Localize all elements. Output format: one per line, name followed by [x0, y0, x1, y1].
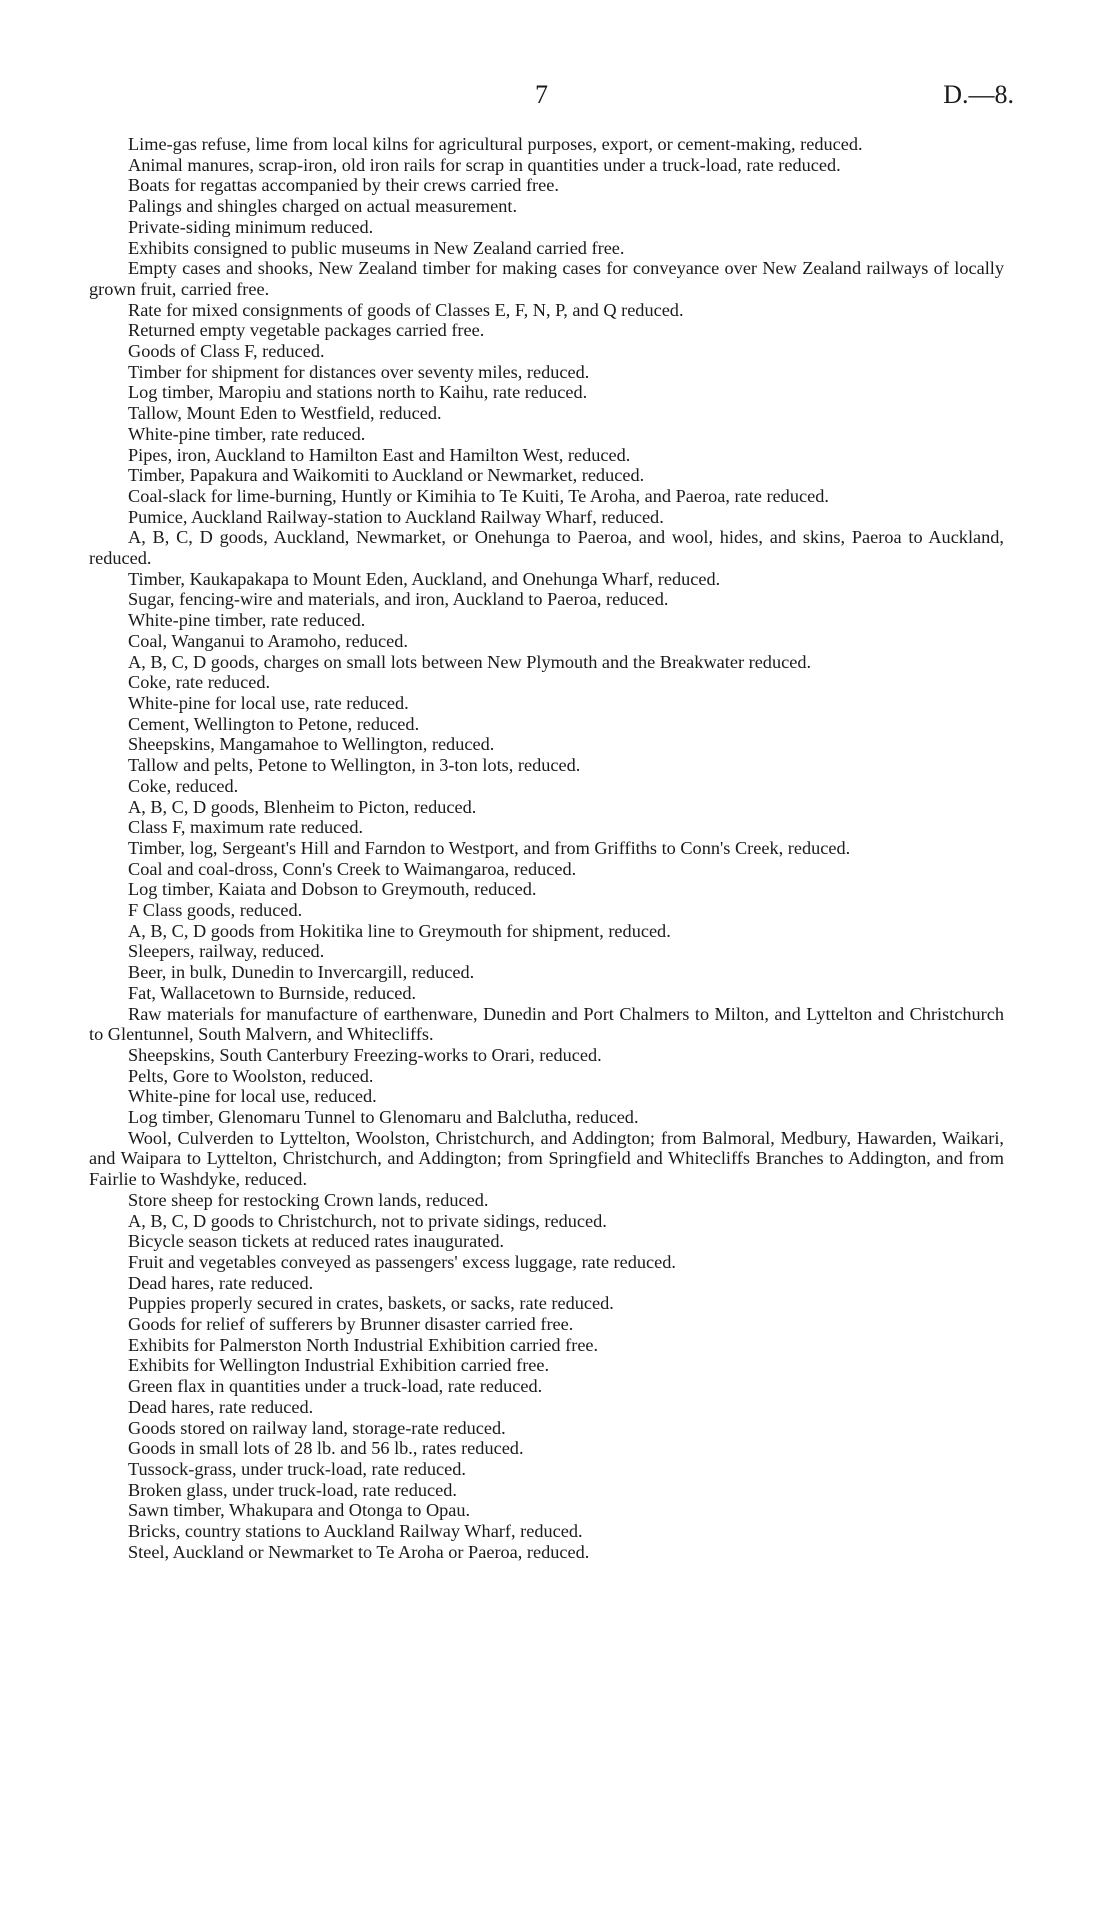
list-item: Timber for shipment for distances over seventy miles, reduced.	[128, 361, 590, 382]
list-item: Dead hares, rate reduced.	[128, 1272, 314, 1293]
list-item: Log timber, Glenomaru Tunnel to Glenomaru and Balclutha, reduced.	[128, 1107, 639, 1128]
list-item: White-pine timber, rate reduced.	[128, 423, 366, 444]
list-item: Coke, rate reduced.	[128, 672, 271, 693]
list-item: Private-siding minimum reduced.	[128, 216, 374, 237]
list-item: Coal and coal-dross, Conn's Creek to Waimangaroa, reduced.	[128, 858, 577, 879]
list-item: White-pine for local use, rate reduced.	[128, 692, 409, 713]
list-item: Timber, Kaukapakapa to Mount Eden, Auckland, and Onehunga Wharf, reduced.	[128, 568, 721, 589]
list-item: Class F, maximum rate reduced.	[128, 817, 364, 838]
list-item: Timber, log, Sergeant's Hill and Farndon to Westport, and from Griffiths to Conn's Creek, reduced.	[128, 837, 851, 858]
list-item: Sheepskins, Mangamahoe to Wellington, reduced.	[128, 734, 495, 755]
list-item: Goods for relief of sufferers by Brunner disaster carried free.	[128, 1314, 574, 1335]
list-item: Exhibits for Wellington Industrial Exhibition carried free.	[128, 1355, 550, 1376]
list-item: Dead hares, rate reduced.	[128, 1396, 314, 1417]
list-item: Log timber, Maropiu and stations north to Kaihu, rate reduced.	[128, 382, 588, 403]
list-item: F Class goods, reduced.	[128, 900, 303, 921]
list-item: Goods of Class F, reduced.	[128, 341, 325, 362]
list-item: Empty cases and shooks, New Zealand timber for making cases for conveyance over New Zealand railways of locally grown fruit, carried free.	[89, 258, 1004, 299]
list-item: Animal manures, scrap-iron, old iron rails for scrap in quantities under a truck-load, rate reduced.	[128, 154, 841, 175]
list-item: Pumice, Auckland Railway-station to Auckland Railway Wharf, reduced.	[128, 506, 664, 527]
rate-reductions-list	[89, 134, 1004, 1563]
list-item: Log timber, Kaiata and Dobson to Greymouth, reduced.	[128, 879, 537, 900]
list-item: A, B, C, D goods, Auckland, Newmarket, or Onehunga to Paeroa, and wool, hides, and skins, Paeroa to Auckland, reduced.	[89, 527, 1004, 569]
list-item: Fat, Wallacetown to Burnside, reduced.	[128, 982, 417, 1003]
list-item: Rate for mixed consignments of goods of Classes E, F, N, P, and Q reduced.	[128, 299, 684, 320]
list-item: Steel, Auckland or Newmarket to Te Aroha or Paeroa, reduced.	[128, 1541, 590, 1562]
list-item: Exhibits for Palmerston North Industrial Exhibition carried free.	[128, 1334, 599, 1355]
list-item: A, B, C, D goods from Hokitika line to Greymouth for shipment, reduced.	[128, 920, 671, 941]
list-item: Beer, in bulk, Dunedin to Invercargill, reduced.	[128, 962, 475, 983]
list-item: A, B, C, D goods, Blenheim to Picton, reduced.	[128, 796, 477, 817]
list-item: Palings and shingles charged on actual measurement.	[128, 196, 518, 217]
list-item: Pipes, iron, Auckland to Hamilton East and Hamilton West, reduced.	[128, 444, 631, 465]
document-reference: D.—8.	[943, 80, 1014, 109]
list-item: Fruit and vegetables conveyed as passengers' excess luggage, rate reduced.	[128, 1251, 676, 1272]
list-item: A, B, C, D goods, charges on small lots between New Plymouth and the Breakwater reduced.	[128, 651, 812, 672]
list-item: Timber, Papakura and Waikomiti to Auckland or Newmarket, reduced.	[128, 465, 645, 486]
list-item: Bricks, country stations to Auckland Railway Wharf, reduced.	[128, 1521, 583, 1542]
list-item: Raw materials for manufacture of earthenware, Dunedin and Port Chalmers to Milton, and Lyttelton and Christchurch to Glentunnel, South Malvern, and Whitecliffs.	[89, 1003, 1004, 1045]
list-item: Goods in small lots of 28 lb. and 56 lb., rates reduced.	[128, 1438, 524, 1459]
list-item: Lime-gas refuse, lime from local kilns for agricultural purposes, export, or cement-making, reduced.	[128, 134, 863, 154]
list-item: Coal, Wanganui to Aramoho, reduced.	[128, 630, 408, 651]
list-item: Bicycle season tickets at reduced rates inaugurated.	[128, 1231, 505, 1252]
list-item: Tallow, Mount Eden to Westfield, reduced.	[128, 403, 442, 424]
list-item: Green flax in quantities under a truck-load, rate reduced.	[128, 1376, 543, 1397]
list-item: Broken glass, under truck-load, rate reduced.	[128, 1479, 457, 1500]
list-item: Sheepskins, South Canterbury Freezing-works to Orari, reduced.	[128, 1044, 602, 1065]
list-item: Boats for regattas accompanied by their crews carried free.	[128, 175, 559, 196]
list-item: Exhibits consigned to public museums in New Zealand carried free.	[128, 237, 625, 258]
list-item: Sleepers, railway, reduced.	[128, 941, 325, 962]
list-item: Store sheep for restocking Crown lands, reduced.	[128, 1189, 489, 1210]
page-number: 7	[535, 80, 548, 109]
list-item: Sugar, fencing-wire and materials, and iron, Auckland to Paeroa, reduced.	[128, 589, 669, 610]
list-item: Tallow and pelts, Petone to Wellington, in 3-ton lots, reduced.	[128, 755, 581, 776]
list-item: A, B, C, D goods to Christchurch, not to private sidings, reduced.	[128, 1210, 607, 1231]
list-item: Tussock-grass, under truck-load, rate reduced.	[128, 1459, 466, 1479]
list-item: White-pine timber, rate reduced.	[128, 610, 366, 631]
list-item: Returned empty vegetable packages carried free.	[128, 320, 485, 341]
list-item: Wool, Culverden to Lyttelton, Woolston, Christchurch, and Addington; from Balmoral, Medbury, Hawarden, Waikari, and Waipara to Lyttelton, Christchurch, and Addington; from Springfield and Whitecliffs Branches to Addington, and from Fairlie to Washdyke, reduced.	[89, 1127, 1004, 1190]
list-item: Cement, Wellington to Petone, reduced.	[128, 713, 420, 734]
list-item: Goods stored on railway land, storage-rate reduced.	[128, 1417, 506, 1438]
list-item: Coke, reduced.	[128, 775, 239, 796]
list-item: Pelts, Gore to Woolston, reduced.	[128, 1065, 374, 1086]
list-item: Puppies properly secured in crates, baskets, or sacks, rate reduced.	[128, 1293, 614, 1314]
list-item: Sawn timber, Whakupara and Otonga to Opau.	[128, 1500, 471, 1521]
list-item: Coal-slack for lime-burning, Huntly or Kimihia to Te Kuiti, Te Aroha, and Paeroa, rate reduced.	[128, 485, 829, 506]
list-item: White-pine for local use, reduced.	[128, 1086, 377, 1107]
